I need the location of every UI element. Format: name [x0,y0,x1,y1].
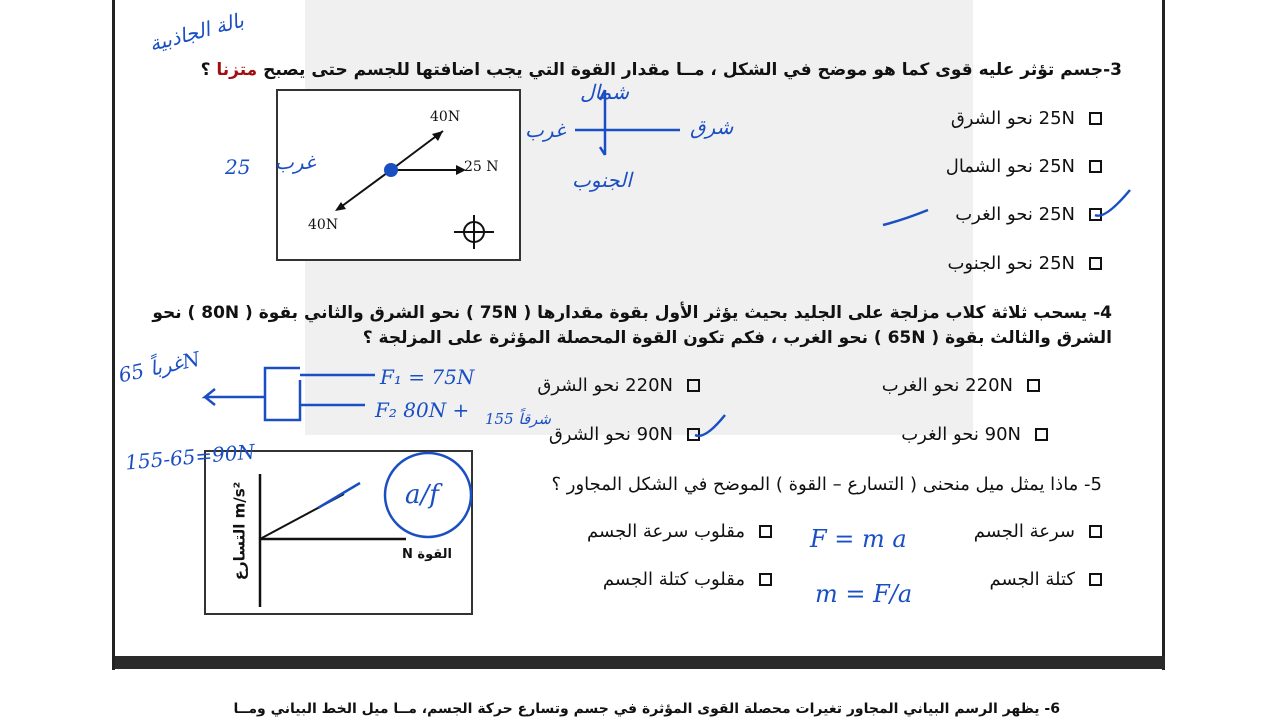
q5-option-3[interactable]: كتلة الجسم [990,569,1102,590]
q5-option-4[interactable]: مقلوب كتلة الجسم [603,569,772,590]
q4-option-4[interactable]: 90N نحو الشرق [549,424,700,445]
q3-option-3[interactable]: 25N نحو الغرب [955,204,1102,225]
question-5: 5- ماذا يمثل ميل منحنى ( التسارع – القوة ) الموضح في الشكل المجاور ؟ [551,474,1102,495]
x-axis-label: القوة N [402,547,452,562]
handwritten-north: شمال [580,80,629,104]
q3-option-2[interactable]: 25N نحو الشمال [946,156,1102,177]
force-label-ne: 40N [430,109,461,125]
handwritten-west-65: غرباً 65N [116,346,203,388]
q5-option-2[interactable]: مقلوب سرعة الجسم [587,521,772,542]
handwritten-note: بالة الجاذبية [146,7,247,57]
handwritten-sum: 155-65=90N [124,439,256,475]
q4-option-3[interactable]: 90N نحو الغرب [901,424,1048,445]
q4-option-2[interactable]: 220N نحو الشرق [537,375,700,396]
q3-option-1[interactable]: 25N نحو الشرق [951,108,1102,129]
handwritten-25: 25 [225,155,251,179]
handwritten-west: غرب [525,118,566,142]
force-label-sw: 40N [308,217,339,233]
question-6: 6- يظهر الرسم البياني المجاور تغيرات محصلة القوى المؤثرة في جسم وتسارع حركة الجسم، مــا ميل الخط البياني ومــا [233,701,1060,717]
handwritten-east: شرق [690,115,734,139]
force-label-e: 25 N [464,159,499,175]
handwritten-f2: F₂ 80N + [375,398,470,422]
handwritten-m-equals-f-over-a: m = F/a [815,580,913,608]
handwritten-f1: F₁ = 75N [380,365,475,389]
handwritten-east-155: شرقاً 155 [485,410,551,428]
q5-option-1[interactable]: سرعة الجسم [974,521,1102,542]
handwritten-f-equals-ma: F = m a [810,525,907,553]
q4-option-1[interactable]: 220N نحو الغرب [882,375,1040,396]
handwritten-south: الجنوب [572,168,632,192]
q3-option-4[interactable]: 25N نحو الجنوب [947,253,1102,274]
question-4-line-1: 4- يسحب ثلاثة كلاب مزلجة على الجليد بحيث يؤثر الأول بقوة مقدارها ( 75N ) نحو الشرق والثاني بقوة ( 80N ) نحو [152,303,1112,323]
question-3: 3-جسم تؤثر عليه قوى كما هو موضح في الشكل ، مــا مقدار القوة التي يجب اضافتها للجسم حتى يصبح متزنا ؟ [200,60,1122,80]
question-4-line-2: الشرق والثالث بقوة ( 65N ) نحو الغرب ، فكم تكون القوة المحصلة المؤثرة على المزلجة ؟ [362,328,1112,348]
handwritten-a-over-f: a/f [405,480,439,510]
y-axis-label: التسارع m/s² [230,481,249,581]
handwritten-west-2: غرب [275,150,316,174]
